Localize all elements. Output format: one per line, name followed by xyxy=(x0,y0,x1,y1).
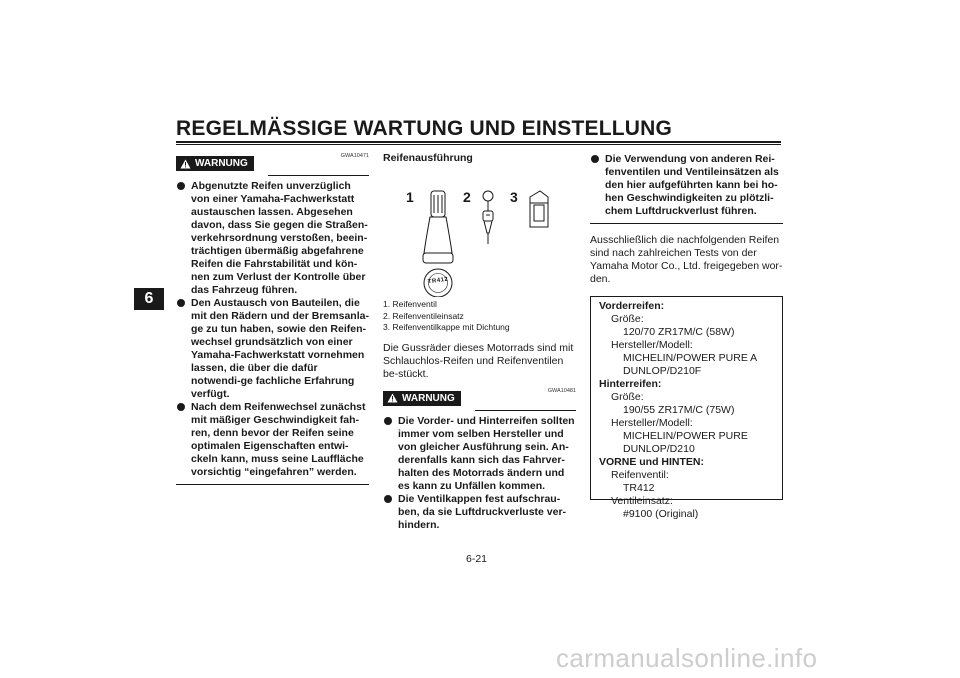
column-2 xyxy=(383,150,576,532)
spec-label: Hersteller/Modell: xyxy=(611,417,693,429)
valve-core-icon xyxy=(483,191,493,244)
warning-triangle-icon xyxy=(387,393,398,403)
bullet-icon xyxy=(591,155,599,163)
spec-heading: VORNE und HINTEN: xyxy=(599,456,704,468)
spec-value: MICHELIN/POWER PURE A xyxy=(623,352,758,364)
section-heading: Reifenausführung xyxy=(383,152,473,164)
bullet-icon xyxy=(177,299,185,307)
column-3 xyxy=(590,150,783,520)
warning-label: WARNUNG xyxy=(402,392,455,404)
warning-rule xyxy=(475,410,576,411)
warning-header xyxy=(383,385,576,411)
legend-item: 3. Reifenventilkappe mit Dichtung xyxy=(383,322,510,332)
figure-legend xyxy=(383,299,576,334)
spec-value: 120/70 ZR17M/C (58W) xyxy=(623,326,735,338)
warning-badge xyxy=(176,156,254,171)
bullet-icon xyxy=(177,403,185,411)
spec-label: Größe: xyxy=(611,391,644,403)
watermark: carmanualsonline.info xyxy=(556,643,818,673)
valve-figure xyxy=(383,169,576,297)
column-1 xyxy=(176,150,369,485)
warning-badge xyxy=(383,391,461,406)
title-rule-thin xyxy=(176,144,781,145)
title-rule xyxy=(176,141,781,143)
spec-label: Hersteller/Modell: xyxy=(611,339,693,351)
warning-code: GWA10471 xyxy=(340,153,369,159)
spec-heading: Vorderreifen: xyxy=(599,300,665,312)
valve-cap-icon xyxy=(530,191,548,227)
figure-label-3: 3 xyxy=(510,189,518,205)
spec-label: Reifenventil: xyxy=(611,469,669,481)
bullet-icon xyxy=(384,417,392,425)
spec-value: DUNLOP/D210 xyxy=(623,443,695,455)
warning-label: WARNUNG xyxy=(195,158,248,169)
list-item: Die Verwendung von anderen Rei-fenventilen und Ventileinsätzen als den hier aufgeführten kann bei ho-hen Geschwindigkeiten zu plötzli-chem Luftdruckverlust führen. xyxy=(590,153,783,218)
warning-header xyxy=(176,150,369,176)
list-item: Die Ventilkappen fest aufschrau-ben, da sie Luftdruckverluste ver-hindern. xyxy=(383,493,576,532)
page-title: REGELMÄSSIGE WARTUNG UND EINSTELLUNG xyxy=(176,117,673,140)
list-item: Die Vorder- und Hinterreifen sollten immer vom selben Hersteller und von gleicher Ausführung sein. An-derenfalls kann sich das Fahrver-halten des Motorrads ändern und es kann zu Unfällen kommen. xyxy=(383,415,576,493)
warning-list xyxy=(383,415,576,532)
spec-heading: Hinterreifen: xyxy=(599,378,662,390)
bullet-icon xyxy=(177,182,185,190)
chapter-tab: 6 xyxy=(134,288,164,310)
spec-value: TR412 xyxy=(623,482,655,494)
page-number: 6-21 xyxy=(466,553,488,565)
warning-list xyxy=(590,153,783,218)
tire-valve-illustration xyxy=(383,169,576,297)
list-item: Den Austausch von Bauteilen, die mit den Rädern und der Bremsanla-ge zu tun haben, sowie den Reifen-wechsel grundsätzlich von einer Yamaha-Fachwerkstatt vornehmen lassen, die über die dafür notwendi-ge fachliche Erfahrung verfügt. xyxy=(176,297,369,401)
spec-value: #9100 (Original) xyxy=(623,508,699,520)
warning-end-rule xyxy=(176,484,369,485)
spec-value: MICHELIN/POWER PURE xyxy=(623,430,748,442)
paragraph: Die Gussräder dieses Motorrads sind mit Schlauchlos-Reifen und Reifenventilen be-stückt. xyxy=(383,341,574,380)
legend-item: 1. Reifenventil xyxy=(383,299,437,309)
valve-cap-text: TR412 xyxy=(427,276,449,286)
spec-value: DUNLOP/D210F xyxy=(623,365,702,377)
tire-valve-icon xyxy=(423,191,453,263)
warning-end-rule xyxy=(590,223,783,224)
spec-value: 190/55 ZR17M/C (75W) xyxy=(623,404,735,416)
spec-label: Größe: xyxy=(611,313,644,325)
warning-triangle-icon xyxy=(180,159,191,169)
figure-label-2: 2 xyxy=(463,189,471,205)
list-item: Nach dem Reifenwechsel zunächst mit mäßiger Geschwindigkeit fah-ren, denn bevor der Reifen seine optimalen Eigenschaften entwi-ckeln kann, muss seine Lauffläche vorsichtig “eingefahren” werden. xyxy=(176,401,369,479)
tire-specification-box xyxy=(590,296,783,520)
figure-label-1: 1 xyxy=(406,189,414,205)
legend-item: 2. Reifenventileinsatz xyxy=(383,310,464,321)
warning-rule xyxy=(268,175,369,176)
warning-list xyxy=(176,180,369,479)
bullet-icon xyxy=(384,495,392,503)
spec-label: Ventileinsatz: xyxy=(611,495,673,507)
warning-code: GWA10481 xyxy=(547,387,576,394)
list-item: Abgenutzte Reifen unverzüglich von einer Yamaha-Fachwerkstatt austauschen lassen. Abgesehen davon, dass Sie gegen die Straßen-verkehrsordnung verstoßen, beein-trächtigen übermäßig abgefahrene Reifen die Fahrstabilität und kön-nen zum Verlust der Kontrolle über das Fahrzeug führen. xyxy=(176,180,369,297)
paragraph: Ausschließlich die nachfolgenden Reifen sind nach zahlreichen Tests von der Yamaha Motor Co., Ltd. freigegeben wor-den. xyxy=(590,234,783,285)
